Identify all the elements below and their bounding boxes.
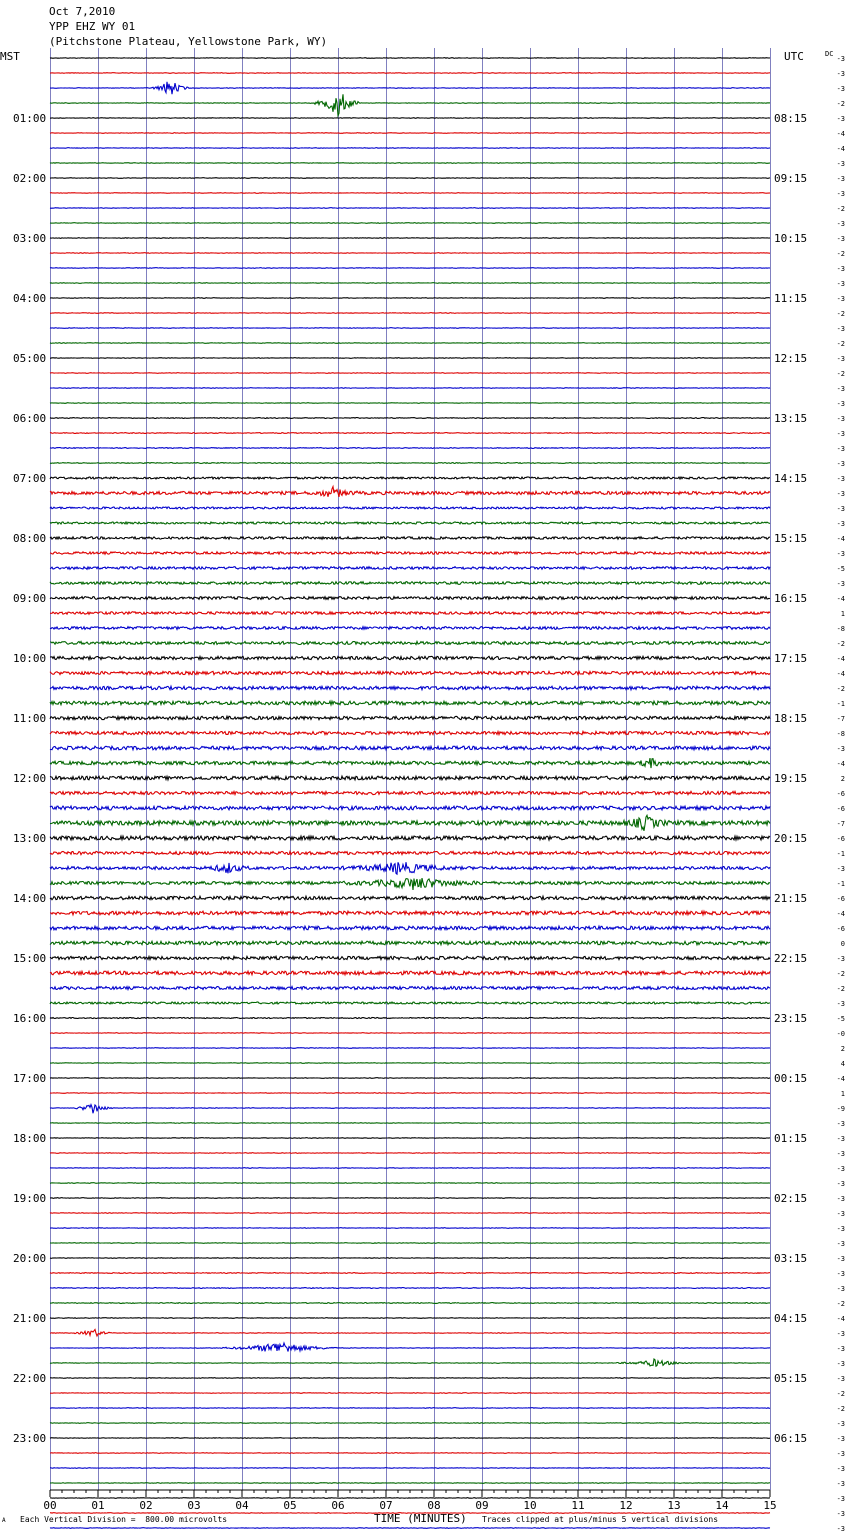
dc-offset: -6 xyxy=(836,925,845,933)
mst-label: 05:00 xyxy=(13,352,47,365)
traces xyxy=(50,58,770,1534)
trace-row-48 xyxy=(50,776,770,780)
dc-offset: -5 xyxy=(836,565,845,573)
trace-row-31 xyxy=(50,522,770,524)
utc-label: 21:15 xyxy=(774,892,808,905)
dc-offset: -3 xyxy=(836,400,845,408)
x-tick-label: 02 xyxy=(139,1499,153,1512)
trace-row-11 xyxy=(50,223,770,224)
trace-row-27 xyxy=(50,463,770,464)
mst-label: 04:00 xyxy=(13,292,47,305)
trace-row-78 xyxy=(50,1228,770,1229)
trace-row-80 xyxy=(50,1258,770,1259)
dc-offset: -3 xyxy=(836,550,845,558)
trace-row-38 xyxy=(50,627,770,630)
trace-row-59 xyxy=(50,941,770,945)
mst-label: 10:00 xyxy=(13,652,47,665)
utc-label: 05:15 xyxy=(774,1372,808,1385)
mst-label: 15:00 xyxy=(13,952,47,965)
trace-row-9 xyxy=(50,193,770,194)
x-tick-label: 05 xyxy=(283,1499,297,1512)
dc-offset: -4 xyxy=(836,145,845,153)
dc-offset: -3 xyxy=(836,1270,845,1278)
trace-row-43 xyxy=(50,701,770,705)
utc-hour-labels xyxy=(774,112,807,1445)
trace-row-70 xyxy=(50,1105,770,1114)
dc-offset: -3 xyxy=(836,1480,845,1488)
utc-label: 08:15 xyxy=(774,112,808,125)
dc-offset: -2 xyxy=(836,310,845,318)
dc-offset: -2 xyxy=(836,100,845,108)
trace-row-54 xyxy=(50,862,770,874)
dc-offset: -2 xyxy=(836,685,845,693)
mst-label: 19:00 xyxy=(13,1192,47,1205)
utc-label: 20:15 xyxy=(774,832,808,845)
utc-label: 06:15 xyxy=(774,1432,808,1445)
dc-offset: -2 xyxy=(836,970,845,978)
mst-label: 17:00 xyxy=(13,1072,47,1085)
trace-row-64 xyxy=(50,1018,770,1019)
dc-offset: -3 xyxy=(836,1240,845,1248)
dc-offset: -3 xyxy=(836,235,845,243)
dc-offset: -6 xyxy=(836,835,845,843)
dc-offset: -3 xyxy=(836,520,845,528)
trace-row-32 xyxy=(50,537,770,539)
dc-offset: -3 xyxy=(836,1360,845,1368)
trace-row-33 xyxy=(50,552,770,554)
dc-offset: -3 xyxy=(836,1345,845,1353)
trace-row-66 xyxy=(50,1048,770,1049)
dc-offset-labels xyxy=(837,55,845,1534)
dc-offset: -4 xyxy=(836,535,845,543)
mst-label: 06:00 xyxy=(13,412,47,425)
trace-row-85 xyxy=(50,1330,770,1337)
dc-offset: -2 xyxy=(836,640,845,648)
x-tick-label: 10 xyxy=(523,1499,537,1512)
dc-offset: -3 xyxy=(836,490,845,498)
mst-label: 11:00 xyxy=(13,712,47,725)
trace-row-21 xyxy=(50,373,770,374)
mst-label: 07:00 xyxy=(13,472,47,485)
trace-row-41 xyxy=(50,671,770,674)
mst-label: 16:00 xyxy=(13,1012,47,1025)
dc-axis-title: DC xyxy=(825,50,834,58)
dc-offset: -3 xyxy=(836,1525,845,1533)
dc-offset: -3 xyxy=(836,70,845,78)
trace-row-95 xyxy=(50,1483,770,1484)
dc-offset: -6 xyxy=(836,805,845,813)
clip-note: Traces clipped at plus/minus 5 vertical divisions xyxy=(482,1515,719,1524)
dc-offset: -3 xyxy=(836,1225,845,1233)
dc-offset: -3 xyxy=(836,325,845,333)
x-tick-label: 07 xyxy=(379,1499,393,1512)
mst-label: 01:00 xyxy=(13,112,47,125)
dc-offset: -4 xyxy=(836,655,845,663)
dc-offset: -3 xyxy=(836,1135,845,1143)
dc-offset: -3 xyxy=(836,220,845,228)
dc-offset: -3 xyxy=(836,1330,845,1338)
utc-label: 15:15 xyxy=(774,532,808,545)
dc-offset: -3 xyxy=(836,55,845,63)
scale-note: Each Vertical Division = 800.00 microvolts xyxy=(20,1515,228,1524)
mst-label: 12:00 xyxy=(13,772,47,785)
trace-row-79 xyxy=(50,1243,770,1244)
mst-axis-title: MST xyxy=(0,50,20,63)
trace-row-81 xyxy=(50,1273,770,1274)
trace-row-58 xyxy=(50,926,770,930)
dc-offset: -9 xyxy=(836,1105,845,1113)
trace-row-74 xyxy=(50,1168,770,1169)
trace-row-75 xyxy=(50,1183,770,1184)
trace-row-4 xyxy=(50,118,770,119)
trace-row-2 xyxy=(50,82,770,94)
trace-row-0 xyxy=(50,58,770,59)
trace-row-24 xyxy=(50,418,770,419)
utc-label: 13:15 xyxy=(774,412,808,425)
utc-axis-title: UTC xyxy=(784,50,804,63)
header-date: Oct 7,2010 xyxy=(49,5,116,18)
dc-offset: -3 xyxy=(836,1150,845,1158)
trace-row-39 xyxy=(50,642,770,645)
x-tick-label: 08 xyxy=(427,1499,441,1512)
trace-row-72 xyxy=(50,1138,770,1139)
trace-row-86 xyxy=(50,1343,770,1352)
trace-row-34 xyxy=(50,567,770,570)
dc-offset: -3 xyxy=(836,1420,845,1428)
trace-row-3 xyxy=(50,94,770,115)
trace-row-35 xyxy=(50,582,770,585)
trace-row-90 xyxy=(50,1408,770,1409)
dc-offset: -3 xyxy=(836,745,845,753)
trace-row-92 xyxy=(50,1438,770,1439)
dc-offset: -2 xyxy=(836,985,845,993)
trace-row-51 xyxy=(50,815,770,831)
dc-offset: -3 xyxy=(836,1165,845,1173)
utc-label: 10:15 xyxy=(774,232,808,245)
trace-row-69 xyxy=(50,1093,770,1094)
x-tick-label: 00 xyxy=(43,1499,57,1512)
dc-offset: -2 xyxy=(836,250,845,258)
trace-row-77 xyxy=(50,1213,770,1214)
dc-offset: 0 xyxy=(840,940,845,948)
trace-row-73 xyxy=(50,1153,770,1154)
trace-row-23 xyxy=(50,403,770,404)
dc-offset: -1 xyxy=(836,850,845,858)
dc-offset: -3 xyxy=(836,1000,845,1008)
utc-label: 12:15 xyxy=(774,352,808,365)
mst-hour-labels xyxy=(13,112,46,1445)
dc-offset: -1 xyxy=(836,880,845,888)
dc-offset: -4 xyxy=(836,760,845,768)
dc-offset: -7 xyxy=(836,820,845,828)
dc-offset: -3 xyxy=(836,955,845,963)
trace-row-65 xyxy=(50,1033,770,1034)
trace-row-62 xyxy=(50,987,770,990)
dc-offset: -8 xyxy=(836,625,845,633)
dc-offset: -4 xyxy=(836,130,845,138)
trace-row-61 xyxy=(50,971,770,975)
utc-label: 19:15 xyxy=(774,772,808,785)
x-tick-label: 04 xyxy=(235,1499,249,1512)
trace-row-91 xyxy=(50,1423,770,1424)
dc-offset: -3 xyxy=(836,115,845,123)
trace-row-45 xyxy=(50,731,770,734)
dc-offset: -3 xyxy=(836,580,845,588)
trace-row-83 xyxy=(50,1303,770,1304)
trace-row-42 xyxy=(50,686,770,689)
dc-offset: -2 xyxy=(836,1390,845,1398)
dc-offset: 2 xyxy=(840,1045,845,1053)
mst-label: 03:00 xyxy=(13,232,47,245)
x-tick-label: 13 xyxy=(667,1499,681,1512)
trace-row-98 xyxy=(50,1528,770,1529)
trace-row-12 xyxy=(50,238,770,239)
utc-label: 02:15 xyxy=(774,1192,808,1205)
dc-offset: -3 xyxy=(836,1450,845,1458)
trace-row-7 xyxy=(50,163,770,164)
dc-offset: -3 xyxy=(836,445,845,453)
trace-row-13 xyxy=(50,253,770,254)
dc-offset: -8 xyxy=(836,730,845,738)
trace-row-15 xyxy=(50,283,770,284)
trace-row-40 xyxy=(50,656,770,659)
utc-label: 22:15 xyxy=(774,952,808,965)
dc-offset: -2 xyxy=(836,205,845,213)
dc-offset: -3 xyxy=(836,1210,845,1218)
dc-offset: -3 xyxy=(836,1120,845,1128)
trace-row-56 xyxy=(50,896,770,899)
utc-label: 23:15 xyxy=(774,1012,808,1025)
trace-row-25 xyxy=(50,433,770,434)
dc-offset: -3 xyxy=(836,430,845,438)
trace-row-53 xyxy=(50,851,770,854)
dc-offset: -4 xyxy=(836,595,845,603)
trace-row-50 xyxy=(50,806,770,810)
dc-offset: -3 xyxy=(836,475,845,483)
dc-offset: -3 xyxy=(836,1465,845,1473)
trace-row-71 xyxy=(50,1123,770,1124)
trace-row-30 xyxy=(50,507,770,509)
x-tick-label: 03 xyxy=(187,1499,201,1512)
mst-label: 20:00 xyxy=(13,1252,47,1265)
dc-offset: -3 xyxy=(836,385,845,393)
dc-offset: -2 xyxy=(836,1405,845,1413)
trace-row-87 xyxy=(50,1359,770,1366)
mst-label: 02:00 xyxy=(13,172,47,185)
utc-label: 01:15 xyxy=(774,1132,808,1145)
utc-label: 14:15 xyxy=(774,472,808,485)
trace-row-49 xyxy=(50,791,770,794)
dc-offset: -3 xyxy=(836,460,845,468)
dc-offset: -4 xyxy=(836,910,845,918)
dc-offset: -4 xyxy=(836,1315,845,1323)
dc-offset: -3 xyxy=(836,265,845,273)
dc-offset: -3 xyxy=(836,1180,845,1188)
dc-offset: 1 xyxy=(840,610,845,618)
trace-row-89 xyxy=(50,1393,770,1394)
utc-label: 04:15 xyxy=(774,1312,808,1325)
mst-label: 21:00 xyxy=(13,1312,47,1325)
dc-offset: -3 xyxy=(836,415,845,423)
trace-row-14 xyxy=(50,268,770,269)
dc-offset: -0 xyxy=(836,1030,845,1038)
footer-mark: A xyxy=(2,1517,6,1524)
dc-offset: -3 xyxy=(836,1255,845,1263)
trace-row-8 xyxy=(50,178,770,179)
x-tick-label: 06 xyxy=(331,1499,345,1512)
trace-row-1 xyxy=(50,73,770,74)
trace-row-44 xyxy=(50,716,770,719)
trace-row-60 xyxy=(50,956,770,959)
trace-row-19 xyxy=(50,343,770,344)
trace-row-10 xyxy=(50,208,770,209)
dc-offset: -2 xyxy=(836,340,845,348)
trace-row-84 xyxy=(50,1318,770,1319)
dc-offset: -1 xyxy=(836,700,845,708)
dc-offset: -3 xyxy=(836,1435,845,1443)
trace-row-46 xyxy=(50,746,770,750)
utc-label: 00:15 xyxy=(774,1072,808,1085)
dc-offset: -3 xyxy=(836,865,845,873)
trace-row-17 xyxy=(50,313,770,314)
dc-offset: -6 xyxy=(836,895,845,903)
mst-label: 13:00 xyxy=(13,832,47,845)
dc-offset: -3 xyxy=(836,85,845,93)
dc-offset: -3 xyxy=(836,1375,845,1383)
trace-row-68 xyxy=(50,1078,770,1079)
trace-row-5 xyxy=(50,133,770,134)
trace-row-26 xyxy=(50,448,770,449)
dc-offset: -4 xyxy=(836,1075,845,1083)
trace-row-28 xyxy=(50,477,770,479)
dc-offset: -5 xyxy=(836,1015,845,1023)
trace-row-55 xyxy=(50,878,770,890)
trace-row-16 xyxy=(50,298,770,299)
dc-offset: -3 xyxy=(836,295,845,303)
dc-offset: -3 xyxy=(836,190,845,198)
x-axis xyxy=(43,1490,776,1512)
dc-offset: -2 xyxy=(836,370,845,378)
dc-offset: -3 xyxy=(836,355,845,363)
trace-row-6 xyxy=(50,148,770,149)
dc-offset: -3 xyxy=(836,1510,845,1518)
trace-row-67 xyxy=(50,1063,770,1064)
utc-label: 03:15 xyxy=(774,1252,808,1265)
trace-row-18 xyxy=(50,328,770,329)
dc-offset: -3 xyxy=(836,1285,845,1293)
header-location: (Pitchstone Plateau, Yellowstone Park, WY) xyxy=(49,35,328,48)
dc-offset: -3 xyxy=(836,505,845,513)
trace-row-93 xyxy=(50,1453,770,1454)
dc-offset: -7 xyxy=(836,715,845,723)
trace-row-37 xyxy=(50,612,770,615)
dc-offset: -3 xyxy=(836,280,845,288)
utc-label: 16:15 xyxy=(774,592,808,605)
mst-label: 23:00 xyxy=(13,1432,47,1445)
trace-row-63 xyxy=(50,1002,770,1004)
mst-label: 14:00 xyxy=(13,892,47,905)
x-tick-label: 15 xyxy=(763,1499,777,1512)
dc-offset: -6 xyxy=(836,790,845,798)
x-tick-label: 14 xyxy=(715,1499,729,1512)
trace-row-82 xyxy=(50,1288,770,1289)
x-tick-label: 09 xyxy=(475,1499,489,1512)
utc-label: 11:15 xyxy=(774,292,808,305)
utc-label: 09:15 xyxy=(774,172,808,185)
trace-row-22 xyxy=(50,388,770,389)
trace-row-88 xyxy=(50,1378,770,1379)
dc-offset: -4 xyxy=(836,670,845,678)
trace-row-52 xyxy=(50,836,770,840)
mst-label: 09:00 xyxy=(13,592,47,605)
dc-offset: -3 xyxy=(836,175,845,183)
trace-row-76 xyxy=(50,1198,770,1199)
dc-offset: -3 xyxy=(836,1195,845,1203)
mst-label: 08:00 xyxy=(13,532,47,545)
x-tick-label: 12 xyxy=(619,1499,633,1512)
x-axis-title: TIME (MINUTES) xyxy=(374,1512,467,1525)
utc-label: 17:15 xyxy=(774,652,808,665)
trace-row-94 xyxy=(50,1468,770,1469)
header-station: YPP EHZ WY 01 xyxy=(49,20,136,33)
dc-offset: -3 xyxy=(836,1495,845,1503)
dc-offset: 2 xyxy=(840,775,845,783)
mst-label: 18:00 xyxy=(13,1132,47,1145)
dc-offset: -3 xyxy=(836,160,845,168)
dc-offset: 1 xyxy=(840,1090,845,1098)
trace-row-96 xyxy=(50,1498,770,1499)
trace-row-47 xyxy=(50,758,770,768)
x-tick-label: 01 xyxy=(91,1499,105,1512)
mst-label: 22:00 xyxy=(13,1372,47,1385)
x-tick-label: 11 xyxy=(571,1499,585,1512)
dc-offset: -2 xyxy=(836,1300,845,1308)
trace-row-36 xyxy=(50,597,770,600)
trace-row-57 xyxy=(50,911,770,915)
utc-label: 18:15 xyxy=(774,712,808,725)
trace-row-29 xyxy=(50,487,770,497)
dc-offset: 4 xyxy=(840,1060,845,1068)
trace-row-20 xyxy=(50,358,770,359)
